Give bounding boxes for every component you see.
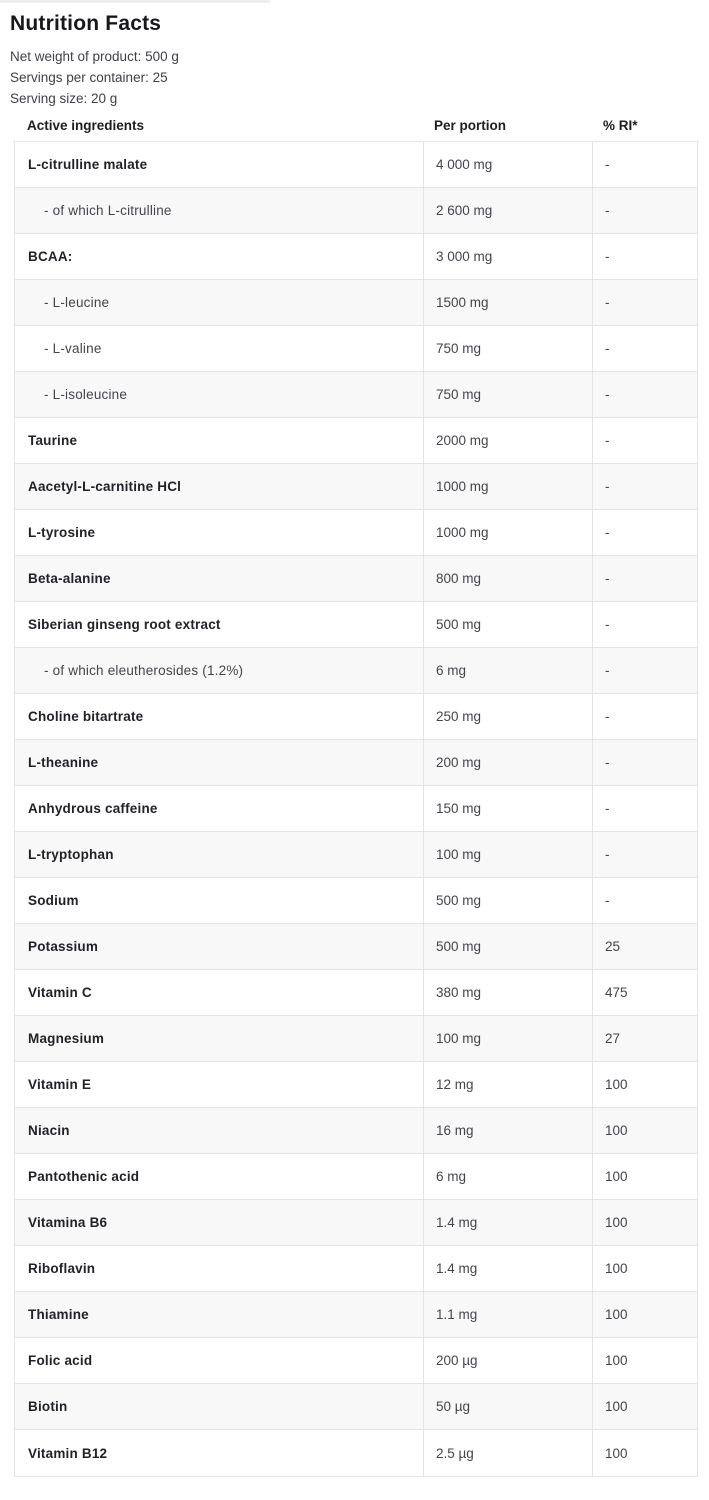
per-portion-value: 50 µg [423, 1384, 592, 1429]
per-portion-value: 2 600 mg [423, 188, 592, 233]
net-weight-line: Net weight of product: 500 g [10, 49, 179, 64]
per-portion-value: 380 mg [423, 970, 592, 1015]
ingredient-name: - of which eleutherosides (1.2%) [44, 663, 244, 678]
table-row [15, 1200, 697, 1246]
ri-value: - [592, 510, 697, 555]
ingredient-name: Aacetyl-L-carnitine HCl [28, 479, 182, 494]
per-portion-value: 750 mg [423, 372, 592, 417]
serving-size-line: Serving size: 20 g [10, 91, 118, 106]
table-row [15, 924, 697, 970]
per-portion-value: 3 000 mg [423, 234, 592, 279]
table-row [15, 142, 697, 188]
per-portion-value: 250 mg [423, 694, 592, 739]
servings-per-container-line: Servings per container: 25 [10, 70, 168, 85]
per-portion-value: 16 mg [423, 1108, 592, 1153]
per-portion-value: 500 mg [423, 924, 592, 969]
ri-value: - [592, 786, 697, 831]
ri-value: - [592, 326, 697, 371]
ri-value: 100 [592, 1200, 697, 1245]
per-portion-value: 1500 mg [423, 280, 592, 325]
per-portion-value: 6 mg [423, 648, 592, 693]
ingredient-name: Folic acid [28, 1353, 93, 1368]
ri-value: - [592, 832, 697, 877]
ri-value: 100 [592, 1430, 697, 1476]
product-meta [10, 46, 709, 109]
table-row [15, 510, 697, 556]
ingredient-name: Vitamina B6 [28, 1215, 108, 1230]
per-portion-value: 800 mg [423, 556, 592, 601]
ingredient-name: L-tryptophan [28, 847, 114, 862]
ingredient-name: Vitamin C [28, 985, 92, 1000]
table-row [15, 1430, 697, 1476]
ri-value: 100 [592, 1292, 697, 1337]
per-portion-value: 1.1 mg [423, 1292, 592, 1337]
nutrition-facts-table [14, 141, 698, 1477]
per-portion-value: 200 mg [423, 740, 592, 785]
ingredient-name: Choline bitartrate [28, 709, 144, 724]
ingredient-name: Beta-alanine [28, 571, 111, 586]
per-portion-value: 2000 mg [423, 418, 592, 463]
ri-value: - [592, 280, 697, 325]
ri-value: 100 [592, 1338, 697, 1383]
table-row [15, 694, 697, 740]
table-row [15, 1338, 697, 1384]
table-row [15, 1154, 697, 1200]
table-row [15, 372, 697, 418]
ingredient-name: Siberian ginseng root extract [28, 617, 221, 632]
per-portion-value: 1000 mg [423, 464, 592, 509]
ingredient-name: Sodium [28, 893, 79, 908]
ingredient-name: Riboflavin [28, 1261, 96, 1276]
table-row [15, 878, 697, 924]
table-row [15, 188, 697, 234]
table-row [15, 786, 697, 832]
ingredient-name: BCAA: [28, 249, 73, 264]
ingredient-name: Vitamin E [28, 1077, 92, 1092]
ri-value: 100 [592, 1062, 697, 1107]
ri-value: - [592, 602, 697, 647]
column-header-ri: % RI* [603, 117, 638, 133]
per-portion-value: 100 mg [423, 1016, 592, 1061]
ingredient-name: Potassium [28, 939, 99, 954]
per-portion-value: 1.4 mg [423, 1200, 592, 1245]
column-header-active-ingredients: Active ingredients [27, 117, 145, 133]
ingredient-name: L-citrulline malate [28, 157, 148, 172]
ri-value: 25 [592, 924, 697, 969]
table-row [15, 280, 697, 326]
table-row [15, 1246, 697, 1292]
ri-value: 100 [592, 1108, 697, 1153]
table-row [15, 1292, 697, 1338]
table-header-row [14, 109, 698, 141]
per-portion-value: 4 000 mg [423, 142, 592, 187]
ri-value: 475 [592, 970, 697, 1015]
per-portion-value: 750 mg [423, 326, 592, 371]
ingredient-name: Vitamin B12 [28, 1445, 108, 1461]
ri-value: 100 [592, 1384, 697, 1429]
ingredient-name: - of which L-citrulline [44, 203, 172, 218]
ingredient-name: Thiamine [28, 1307, 89, 1322]
ri-value: - [592, 740, 697, 785]
ri-value: 27 [592, 1016, 697, 1061]
ri-value: 100 [592, 1154, 697, 1199]
table-row [15, 326, 697, 372]
ri-value: - [592, 418, 697, 463]
table-row [15, 832, 697, 878]
per-portion-value: 200 µg [423, 1338, 592, 1383]
per-portion-value: 100 mg [423, 832, 592, 877]
table-row [15, 1016, 697, 1062]
ri-value: 100 [592, 1246, 697, 1291]
per-portion-value: 500 mg [423, 878, 592, 923]
table-row [15, 1384, 697, 1430]
ingredient-name: - L-valine [44, 341, 102, 356]
per-portion-value: 12 mg [423, 1062, 592, 1107]
ingredient-name: L-theanine [28, 755, 99, 770]
per-portion-value: 1.4 mg [423, 1246, 592, 1291]
ri-value: - [592, 878, 697, 923]
ingredient-name: - L-leucine [44, 295, 110, 310]
table-row [15, 602, 697, 648]
table-row [15, 970, 697, 1016]
ingredient-name: Niacin [28, 1123, 70, 1138]
per-portion-value: 500 mg [423, 602, 592, 647]
ingredient-name: Pantothenic acid [28, 1169, 140, 1184]
ingredient-name: L-tyrosine [28, 525, 96, 540]
per-portion-value: 150 mg [423, 786, 592, 831]
table-row [15, 464, 697, 510]
table-row [15, 740, 697, 786]
per-portion-value: 1000 mg [423, 510, 592, 555]
table-row [15, 1108, 697, 1154]
per-portion-value: 2.5 µg [423, 1430, 592, 1476]
column-header-per-portion: Per portion [434, 117, 507, 133]
ri-value: - [592, 234, 697, 279]
ri-value: - [592, 464, 697, 509]
ri-value: - [592, 694, 697, 739]
top-divider [0, 0, 270, 3]
ingredient-name: Biotin [28, 1399, 68, 1414]
table-row [15, 1062, 697, 1108]
ingredient-name: Anhydrous caffeine [28, 801, 158, 816]
ri-value: - [592, 648, 697, 693]
ri-value: - [592, 372, 697, 417]
ri-value: - [592, 142, 697, 187]
ri-value: - [592, 556, 697, 601]
ri-value: - [592, 188, 697, 233]
ingredient-name: - L-isoleucine [44, 387, 128, 402]
table-row [15, 648, 697, 694]
ingredient-name: Magnesium [28, 1031, 105, 1046]
table-row [15, 556, 697, 602]
ingredient-name: Taurine [28, 433, 78, 448]
table-row [15, 418, 697, 464]
table-row [15, 234, 697, 280]
page-title: Nutrition Facts [10, 12, 162, 35]
per-portion-value: 6 mg [423, 1154, 592, 1199]
